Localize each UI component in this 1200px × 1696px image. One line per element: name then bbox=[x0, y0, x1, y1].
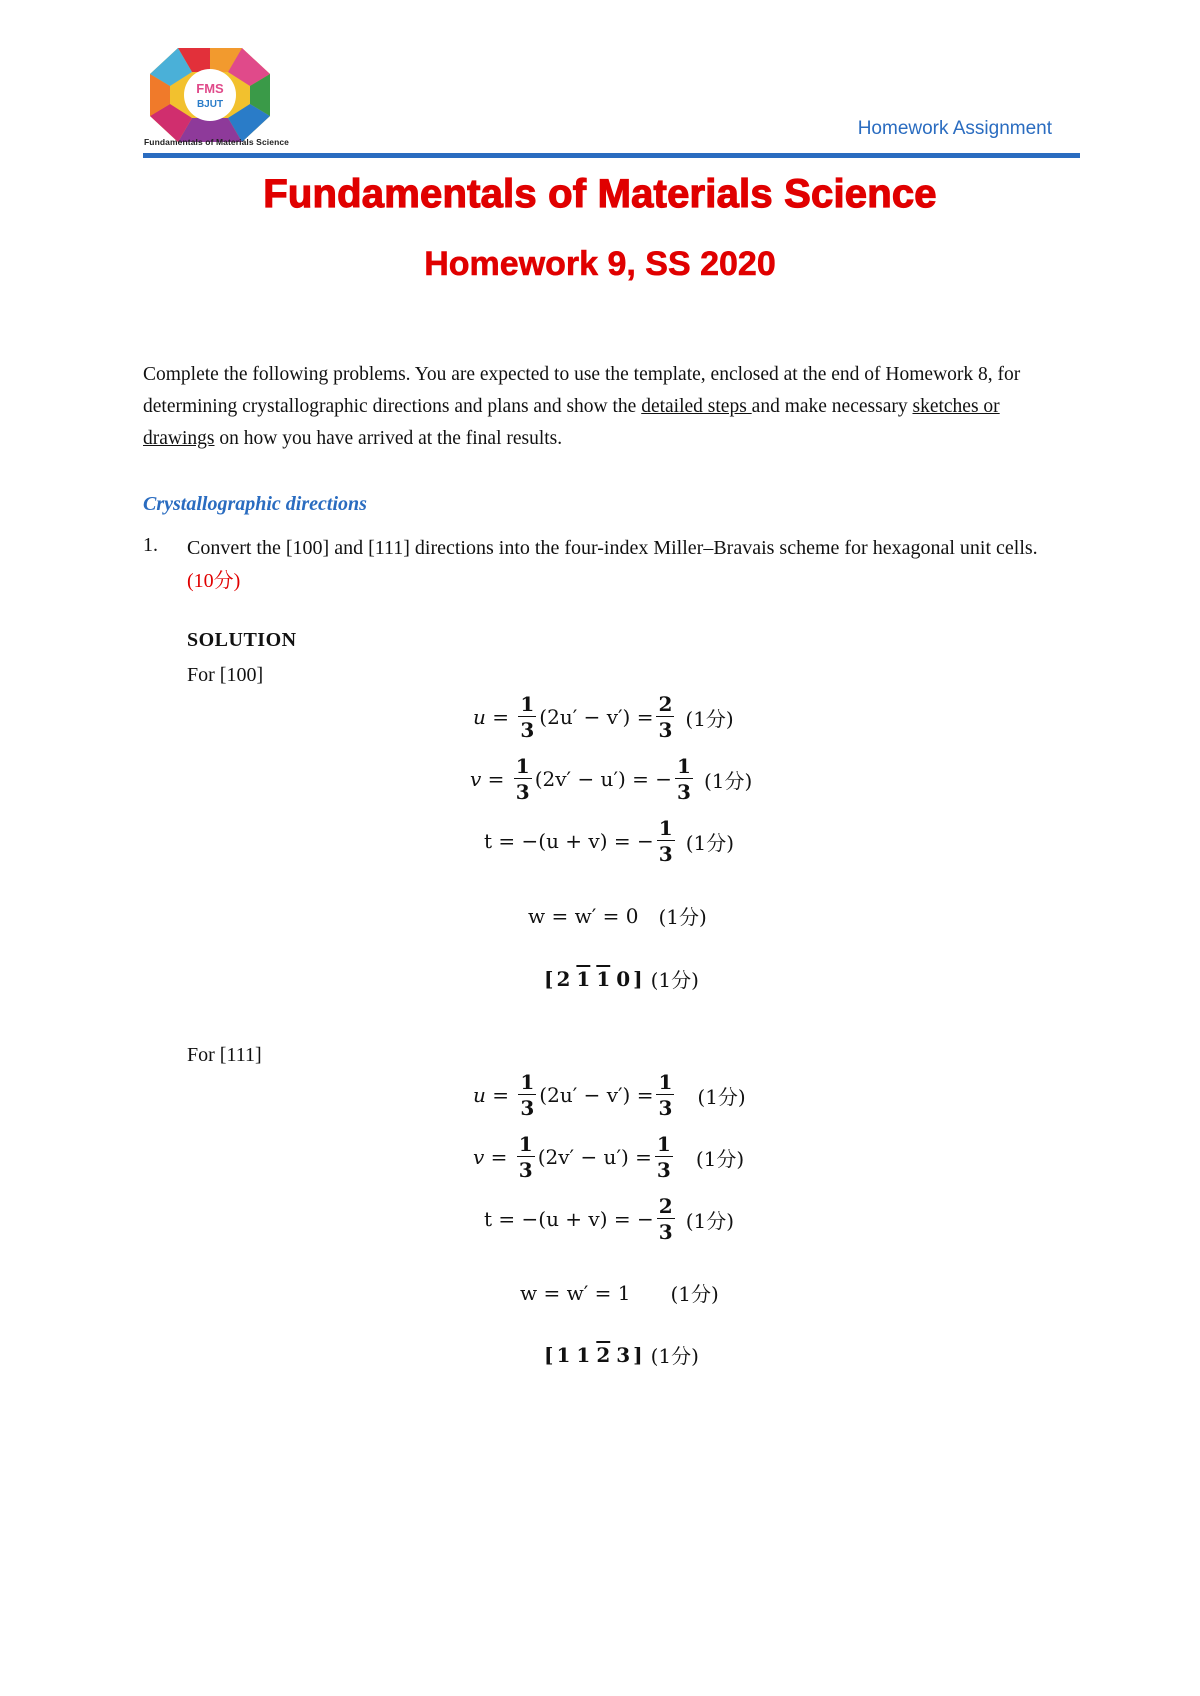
intro-text-3: on how you have arrived at the final results. bbox=[214, 428, 563, 449]
case1-t-equation: t = −(u + v) = − $\frac{1}{3}$ (1分) bbox=[484, 816, 735, 866]
case1-answer-index: 2 bbox=[556, 966, 571, 991]
intro-text-2: and make necessary bbox=[751, 396, 913, 417]
case2-w-points: (1分) bbox=[670, 1282, 719, 1306]
case2-answer: [ 1 1 2 3 ] (1分) bbox=[544, 1340, 699, 1369]
case2-answer-index: 2 bbox=[596, 1342, 611, 1367]
fms-octagon-logo-icon bbox=[140, 44, 280, 144]
problem-number: 1. bbox=[143, 534, 158, 556]
case2-u-points: (1分) bbox=[697, 1084, 746, 1109]
case1-answer-index: 0 bbox=[616, 966, 631, 991]
case2-w-equation bbox=[520, 1278, 719, 1307]
case1-answer: [ 2 1 1 0 ] (1分) bbox=[544, 964, 699, 993]
case1-u-result: $\frac{2}{3}$ bbox=[658, 692, 673, 742]
case1-t-points: (1分) bbox=[685, 830, 735, 855]
case1-t-result: $\frac{1}{3}$ bbox=[658, 816, 673, 866]
case2-v-result: $\frac{1}{3}$ bbox=[656, 1132, 671, 1182]
case2-t-points: (1分) bbox=[685, 1208, 735, 1233]
header-label: Homework Assignment bbox=[857, 118, 1052, 139]
case1-w-points: (1分) bbox=[658, 905, 707, 929]
case1-u-frac: $\frac{1}{3}$ bbox=[520, 692, 535, 742]
case1-u-points: (1分) bbox=[685, 706, 734, 731]
case1-label: For [100] bbox=[187, 664, 264, 686]
case2-u-expr: (2u′ − v′) = bbox=[539, 1083, 654, 1107]
solution-heading: SOLUTION bbox=[187, 629, 297, 651]
case2-u-result: $\frac{1}{3}$ bbox=[658, 1070, 673, 1120]
intro-paragraph bbox=[143, 359, 1063, 455]
case1-answer-index: 1 bbox=[576, 966, 591, 991]
case2-answer-index: 1 bbox=[576, 1342, 591, 1367]
case1-u-equation: u = $\frac{1}{3}$ (2u′ − v′) = $\frac{2}{3}$ (1分) bbox=[473, 692, 734, 742]
intro-underline-2: sketches or drawings bbox=[143, 396, 1000, 449]
case2-u-equation: u = $\frac{1}{3}$ (2u′ − v′) = $\frac{1}{3}$ (1分) bbox=[473, 1070, 746, 1120]
case1-answer-points: (1分) bbox=[650, 968, 699, 992]
case2-w-expr: w = w′ = 1 bbox=[520, 1280, 631, 1305]
case2-label: For [111] bbox=[187, 1044, 262, 1066]
problem-points: (10分) bbox=[187, 570, 241, 592]
case1-t-expr: t = −(u + v) = bbox=[484, 829, 631, 853]
case2-t-result: $\frac{2}{3}$ bbox=[658, 1194, 673, 1244]
case1-v-frac: $\frac{1}{3}$ bbox=[515, 754, 530, 804]
svg-text:BJUT: BJUT bbox=[196, 99, 224, 110]
case2-u-frac: $\frac{1}{3}$ bbox=[520, 1070, 535, 1120]
case1-v-result: $\frac{1}{3}$ bbox=[677, 754, 691, 804]
case2-answer-points: (1分) bbox=[650, 1344, 699, 1368]
intro-underline-1: detailed steps bbox=[641, 396, 752, 417]
case1-w-equation bbox=[528, 901, 707, 930]
page-subtitle: Homework 9, SS 2020 bbox=[424, 245, 776, 283]
case2-v-equation: v = $\frac{1}{3}$ (2v′ − u′) = $\frac{1}{3}$ (1分) bbox=[473, 1132, 745, 1182]
section-heading: Crystallographic directions bbox=[143, 493, 367, 515]
logo-caption: Fundamentals of Materials Science bbox=[144, 137, 290, 147]
case2-v-points: (1分) bbox=[695, 1146, 745, 1171]
case1-w-expr: w = w′ = 0 bbox=[528, 903, 639, 928]
case2-answer-index: 3 bbox=[616, 1342, 631, 1367]
case2-v-frac: $\frac{1}{3}$ bbox=[518, 1132, 533, 1182]
page-title: Fundamentals of Materials Science bbox=[263, 172, 937, 216]
case1-v-points: (1分) bbox=[703, 768, 753, 793]
case2-t-expr: t = −(u + v) = bbox=[484, 1207, 631, 1231]
case2-t-equation: t = −(u + v) = − $\frac{2}{3}$ (1分) bbox=[484, 1194, 735, 1244]
case2-v-expr: (2v′ − u′) = bbox=[537, 1145, 652, 1169]
case1-u-expr: (2u′ − v′) = bbox=[539, 705, 654, 729]
case1-answer-index: 1 bbox=[596, 966, 611, 991]
case2-answer-index: 1 bbox=[556, 1342, 571, 1367]
problem-statement: Convert the [100] and [111] directions into the four-index Miller–Bravais scheme for hexagonal unit cells. bbox=[187, 537, 1038, 559]
case1-v-equation: v = $\frac{1}{3}$ (2v′ − u′) = − $\frac{1}{3}$ (1分) bbox=[470, 754, 753, 804]
svg-text:FMS: FMS bbox=[196, 81, 224, 96]
case1-v-expr: (2v′ − u′) = bbox=[534, 767, 649, 791]
header-divider bbox=[143, 153, 1080, 158]
intro-text-1: Complete the following problems. You are expected to use the template, enclosed at the end of Homework 8, for determining crystallographic directions and plans and show the bbox=[143, 364, 1021, 417]
problem-text bbox=[187, 532, 1067, 598]
